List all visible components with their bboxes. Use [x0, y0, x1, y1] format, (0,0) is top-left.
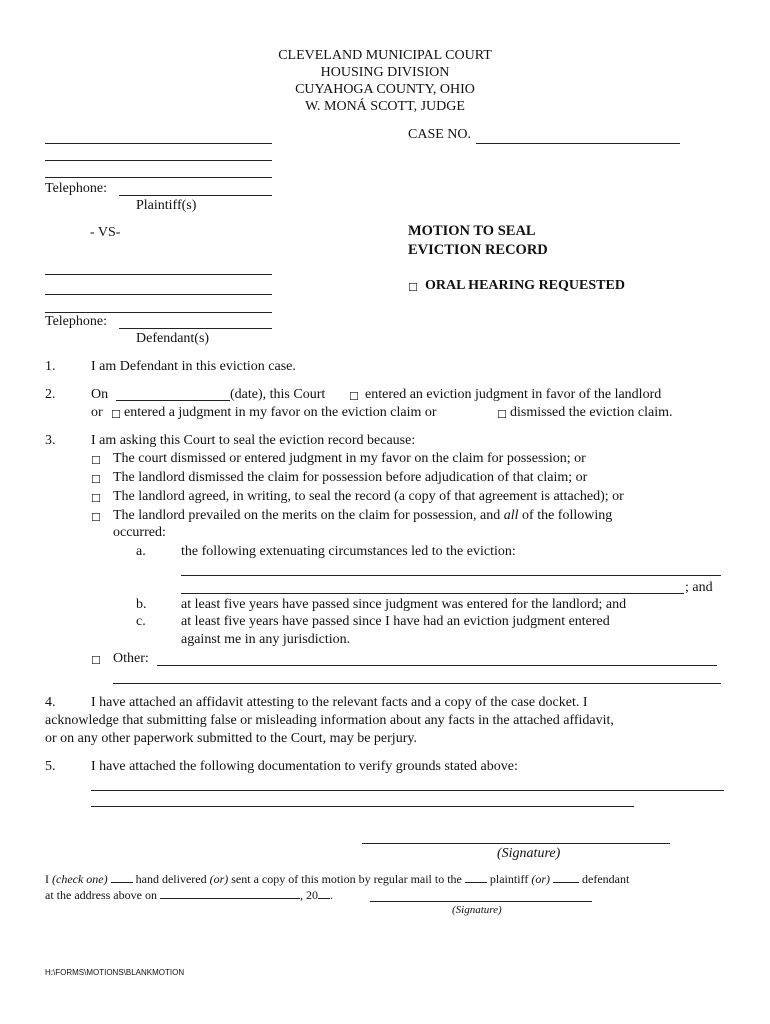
- reason-2-text: The landlord dismissed the claim for possession before adjudication of that claim; or: [113, 470, 588, 485]
- documentation-line-2[interactable]: [91, 806, 634, 807]
- other-label: Other:: [113, 651, 149, 666]
- defendant-address-line-2[interactable]: [45, 312, 272, 313]
- judge-name: W. MONÁ SCOTT, JUDGE: [305, 99, 465, 114]
- court-name: CLEVELAND MUNICIPAL COURT: [278, 48, 492, 63]
- documentation-line-1[interactable]: [91, 790, 724, 791]
- plaintiff-name-line[interactable]: [45, 143, 272, 144]
- reason-1-checkbox[interactable]: ☐: [91, 454, 101, 467]
- service-year-prefix: , 20: [299, 888, 318, 902]
- service-i: I: [45, 872, 49, 886]
- item-3-intro: I am asking this Court to seal the eviction record because:: [91, 433, 416, 448]
- judgment-in-favor-checkbox[interactable]: ☐: [111, 408, 121, 421]
- other-line-1[interactable]: [157, 665, 717, 666]
- sub-c-label: c.: [136, 614, 146, 629]
- case-no-line[interactable]: [476, 143, 680, 144]
- item-2-date-label: (date), this Court: [230, 387, 326, 402]
- reason-4-text: [113, 508, 612, 524]
- case-no-label: CASE NO.: [408, 127, 472, 142]
- sub-b-text: at least five years have passed since judgment was entered for the landlord; and: [181, 597, 627, 612]
- reason-4-occurred: occurred:: [113, 525, 166, 540]
- defendant-address-line-1[interactable]: [45, 294, 272, 295]
- plaintiff-address-line-2[interactable]: [45, 177, 272, 178]
- motion-title-line-1: MOTION TO SEAL: [408, 223, 536, 239]
- service-sent-text: sent a copy of this motion by regular mail to the: [231, 872, 462, 886]
- division-name: HOUSING DIVISION: [320, 65, 450, 80]
- item-2-on: On: [91, 387, 109, 402]
- dismissed-eviction-checkbox[interactable]: ☐: [497, 408, 507, 421]
- defendant-telephone-line[interactable]: [119, 328, 272, 329]
- reason-4-text-a: The landlord prevailed on the merits on the claim for possession, and: [113, 508, 501, 523]
- circumstances-line-1[interactable]: [181, 575, 721, 576]
- sub-a-label: a.: [136, 544, 146, 559]
- service-or-2: (or): [531, 872, 550, 886]
- item-2-dismissed-text: dismissed the eviction claim.: [510, 405, 673, 420]
- service-line-2: [45, 888, 333, 903]
- service-hand-delivered: hand delivered: [135, 872, 207, 886]
- defendant-name-line[interactable]: [45, 274, 272, 275]
- oral-hearing-label: ORAL HEARING REQUESTED: [425, 278, 625, 293]
- service-or: (or): [209, 872, 229, 886]
- reason-4-text-b: of the following: [522, 508, 613, 523]
- service-check-one: (check one): [52, 872, 108, 886]
- footer-file-path: H:\FORMS\MOTIONS\BLANKMOTION: [45, 968, 185, 977]
- circumstances-line-2[interactable]: [181, 593, 684, 594]
- reason-3-text: The landlord agreed, in writing, to seal the record (a copy of that agreement is attached); or: [113, 489, 624, 504]
- item-1-number: 1.: [45, 359, 56, 374]
- service-period: .: [329, 888, 333, 902]
- item-4-text-1: I have attached an affidavit attesting to the relevant facts and a copy of the case docket. I: [91, 695, 588, 710]
- service-address-text: at the address above on: [45, 888, 157, 902]
- service-signature-label: (Signature): [452, 904, 502, 916]
- reason-4-checkbox[interactable]: ☐: [91, 511, 101, 524]
- other-line-2[interactable]: [113, 683, 721, 684]
- service-hand-blank[interactable]: [111, 882, 133, 883]
- reason-3-checkbox[interactable]: ☐: [91, 492, 101, 505]
- reason-1-text: The court dismissed or entered judgment in my favor on the claim for possession; or: [113, 451, 586, 466]
- item-5-text: I have attached the following documentation to verify grounds stated above:: [91, 759, 518, 774]
- court-entered-eviction-checkbox[interactable]: ☐: [349, 390, 359, 403]
- item-2-number: 2.: [45, 387, 56, 402]
- item-2-or: or: [91, 405, 103, 420]
- reason-2-checkbox[interactable]: ☐: [91, 473, 101, 486]
- service-date-blank[interactable]: [160, 898, 300, 899]
- service-plaintiff: plaintiff: [489, 872, 529, 886]
- item-3-number: 3.: [45, 433, 56, 448]
- defendant-label: Defendant(s): [136, 331, 210, 346]
- item-1-text: I am Defendant in this eviction case.: [91, 359, 296, 374]
- reason-4-all: all: [503, 508, 519, 523]
- plaintiff-label: Plaintiff(s): [136, 198, 197, 213]
- plaintiff-telephone-line[interactable]: [119, 195, 272, 196]
- plaintiff-address-line-1[interactable]: [45, 160, 272, 161]
- signature-line[interactable]: [362, 843, 670, 844]
- service-signature-line[interactable]: [370, 901, 592, 902]
- sub-a-and: ; and: [685, 580, 713, 595]
- sub-c-text-2: against me in any jurisdiction.: [181, 632, 351, 647]
- service-plaintiff-blank[interactable]: [465, 882, 487, 883]
- vs-label: - VS-: [90, 225, 121, 240]
- sub-a-text: the following extenuating circumstances led to the eviction:: [181, 544, 516, 559]
- service-defendant-blank[interactable]: [553, 882, 579, 883]
- item-2-favor-text: entered a judgment in my favor on the eviction claim or: [124, 405, 437, 420]
- plaintiff-telephone-label: Telephone:: [45, 181, 107, 196]
- sub-c-text-1: at least five years have passed since I have had an eviction judgment entered: [181, 614, 610, 629]
- service-line-1: [45, 872, 629, 887]
- item-4-number: 4.: [45, 695, 56, 710]
- service-year-blank[interactable]: [318, 898, 330, 899]
- oral-hearing-checkbox[interactable]: ☐: [408, 281, 418, 294]
- item-2-date-line[interactable]: [116, 400, 230, 401]
- motion-title-line-2: EVICTION RECORD: [408, 242, 548, 258]
- signature-label: (Signature): [497, 846, 561, 861]
- service-defendant: defendant: [582, 872, 630, 886]
- defendant-telephone-label: Telephone:: [45, 314, 107, 329]
- item-4-text-2: acknowledge that submitting false or misleading information about any facts in the attached affidavit,: [45, 713, 614, 728]
- item-2-entered-text: entered an eviction judgment in favor of the landlord: [365, 387, 662, 402]
- sub-b-label: b.: [136, 597, 147, 612]
- item-5-number: 5.: [45, 759, 56, 774]
- other-checkbox[interactable]: ☐: [91, 654, 101, 667]
- item-4-text-3: or on any other paperwork submitted to the Court, may be perjury.: [45, 731, 417, 746]
- county-name: CUYAHOGA COUNTY, OHIO: [295, 82, 475, 97]
